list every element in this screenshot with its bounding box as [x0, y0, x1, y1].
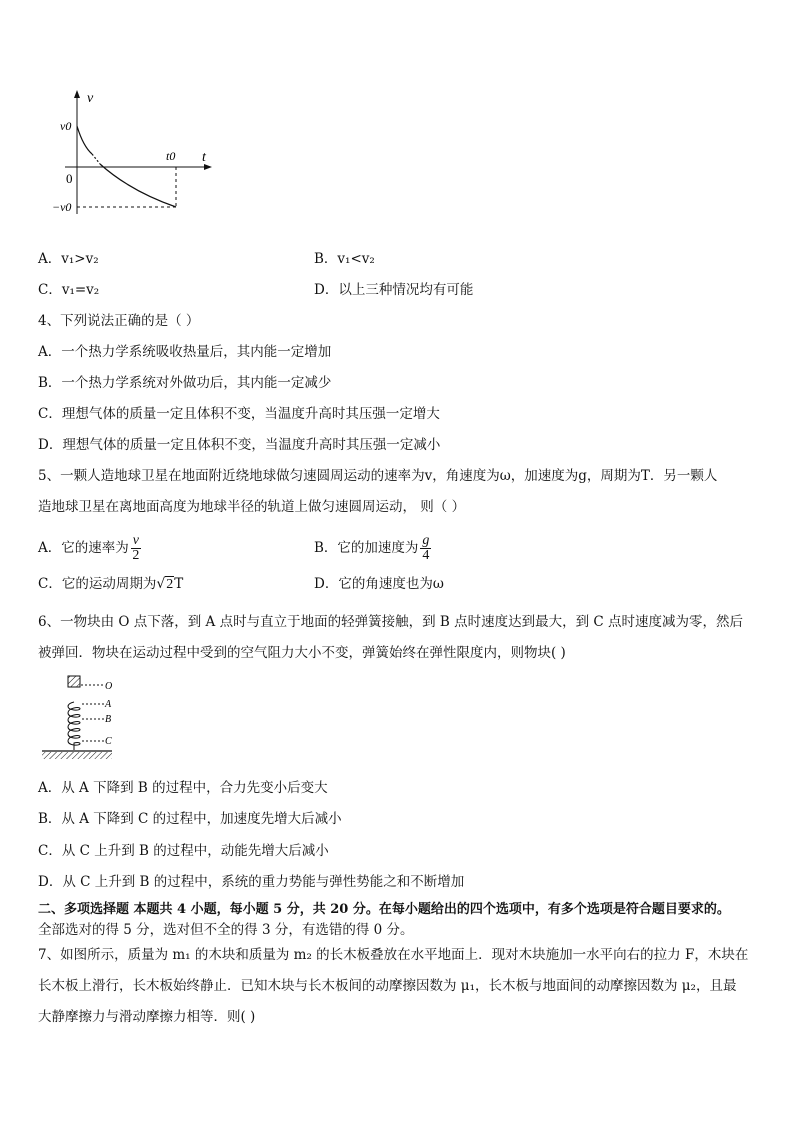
fraction-v-over-2 [131, 534, 141, 563]
label-o: O [105, 681, 113, 692]
sqrt-radicand: 2 [166, 577, 174, 592]
q5-option-c-prefix: C．它的运动周期为 [38, 576, 157, 592]
neg-v0-label: −v0 [52, 200, 72, 214]
fraction-denominator: 2 [132, 548, 140, 563]
velocity-curve-lower [100, 164, 176, 207]
q5-option-c-suffix: T [174, 576, 184, 592]
q4-option-d: D．理想气体的质量一定且体积不变，当温度升高时其压强一定减小 [38, 437, 441, 453]
q6-stem-line2: 被弹回．物块在运动过程中受到的空气阻力大小不变，弹簧始终在弹性限度内，则物块( ) [38, 645, 566, 661]
label-a: A [105, 699, 112, 710]
q7-line3: 大静摩擦力与滑动摩擦力相等．则( ) [38, 1009, 256, 1025]
q7-line2: 长木板上滑行，长木板始终静止．已知木块与长木板间的动摩擦因数为 μ₁，长木板与地面间的动摩擦因数为 μ₂，且最 [38, 978, 737, 994]
q4-option-b: B．一个热力学系统对外做功后，其内能一定减少 [38, 375, 332, 391]
q5-stem-line1: 5、一颗人造地球卫星在地面附近绕地球做匀速圆周运动的速率为v，角速度为ω，加速度为g，周期为T．另一颗人 [38, 468, 718, 484]
section2-line1: 二、多项选择题 本题共 4 小题，每小题 5 分，共 20 分。在每小题给出的四个选项中，有多个选项是符合题目要求的。 [38, 902, 730, 917]
fraction-g-over-4 [420, 534, 431, 563]
velocity-curve [77, 126, 92, 154]
q5-option-a [38, 530, 141, 566]
fraction-numerator: v [132, 533, 139, 548]
q3-option-c: C．v₁=v₂ [38, 282, 100, 298]
fraction-denominator: 4 [422, 548, 430, 563]
q5-option-d: D．它的角速度也为ω [314, 576, 444, 592]
q5-stem-line2: 造地球卫星在离地面高度为地球半径的轨道上做匀速圆周运动， 则（ ） [38, 499, 466, 515]
y-axis-arrow [74, 90, 80, 98]
q6-option-a: A．从 A 下降到 B 的过程中，合力先变小后变大 [38, 780, 328, 796]
falling-block [68, 676, 80, 687]
q5-option-c [38, 574, 183, 595]
fraction-numerator: g [422, 533, 430, 548]
velocity-time-graph [50, 86, 220, 221]
sqrt-symbol: √2 [156, 576, 174, 592]
q4-stem: 4、下列说法正确的是（ ） [38, 313, 200, 329]
q6-stem-line1: 6、一物块由 O 点下落，到 A 点时与直立于地面的轻弹簧接触，到 B 点时速度达到最大，到 C 点时速度减为零，然后 [38, 614, 743, 630]
velocity-curve-dashed [92, 154, 100, 164]
q3-option-b: B．v₁<v₂ [314, 251, 375, 267]
label-c: C [105, 736, 112, 747]
y-axis-label: v [87, 91, 94, 106]
q5-option-a-prefix: A．它的速率为 [38, 540, 129, 556]
spring-coil [68, 702, 80, 750]
x-axis-label: t [202, 150, 206, 165]
section2-line2: 全部选对的得 5 分，选对但不全的得 3 分，有选错的得 0 分。 [38, 922, 414, 938]
q5-option-b-prefix: B．它的加速度为 [314, 540, 419, 556]
q5-option-b [314, 530, 431, 566]
q7-line1: 7、如图所示，质量为 m₁ 的木块和质量为 m₂ 的长木板叠放在水平地面上．现对木块施加一水平向右的拉力 F，木块在 [38, 947, 749, 963]
q6-option-c: C．从 C 上升到 B 的过程中，动能先增大后减小 [38, 843, 329, 859]
v0-label: v0 [60, 119, 72, 133]
q6-option-b: B．从 A 下降到 C 的过程中，加速度先增大后减小 [38, 811, 342, 827]
q6-option-d: D．从 C 上升到 B 的过程中，系统的重力势能与弹性势能之和不断增加 [38, 874, 465, 890]
origin-label: 0 [66, 171, 73, 186]
ground-hatch [42, 752, 112, 759]
q3-option-d: D．以上三种情况均有可能 [314, 282, 474, 298]
spring-figure [40, 672, 130, 764]
q4-option-a: A．一个热力学系统吸收热量后，其内能一定增加 [38, 344, 332, 360]
label-b: B [105, 714, 112, 725]
q3-option-a: A．v₁>v₂ [38, 251, 99, 267]
t0-label: t0 [166, 149, 176, 163]
q4-option-c: C．理想气体的质量一定且体积不变，当温度升高时其压强一定增大 [38, 406, 440, 422]
